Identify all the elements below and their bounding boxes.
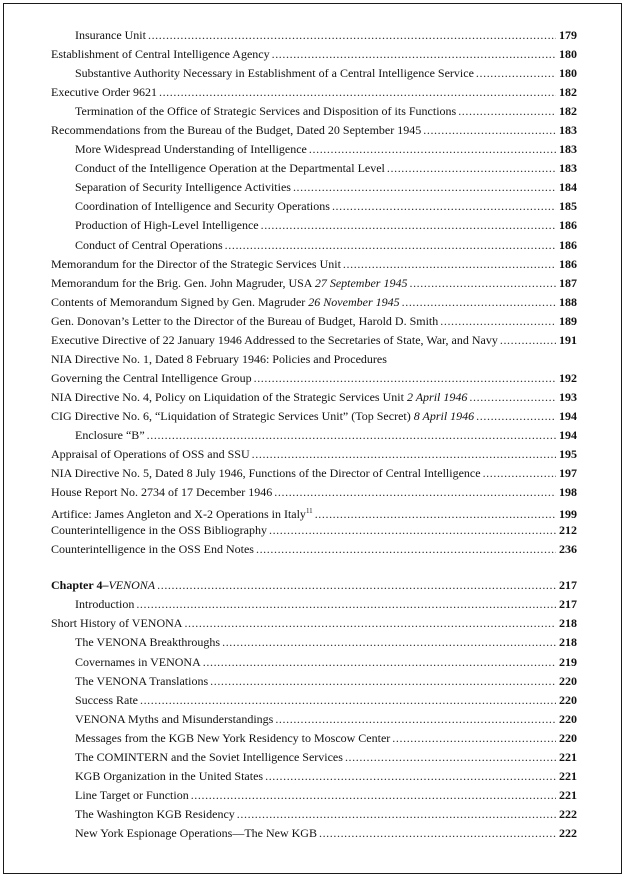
page-number: 222 xyxy=(559,806,577,821)
entry-text: Contents of Memorandum Signed by Gen. Magruder xyxy=(51,294,309,309)
toc-entry[interactable] xyxy=(51,595,577,614)
entry-text: Separation of Security Intelligence Activities xyxy=(75,180,291,195)
toc-entry[interactable] xyxy=(51,483,577,502)
toc-entry[interactable] xyxy=(51,672,577,691)
page-number: 188 xyxy=(559,294,577,309)
entry-text: Governing the Central Intelligence Group xyxy=(51,370,252,385)
toc-entry-title xyxy=(75,64,474,83)
toc-entry-title xyxy=(75,633,220,652)
leader-dots xyxy=(423,121,556,140)
leader-dots xyxy=(309,140,556,159)
entry-text: KGB Organization in the United States xyxy=(75,768,264,783)
entry-text: Termination of the Office of Strategic Services and Disposition of its Functions xyxy=(75,104,457,119)
page-number: 186 xyxy=(559,218,577,233)
page-number: 193 xyxy=(559,389,577,404)
section-gap xyxy=(51,559,577,576)
page-number: 194 xyxy=(559,408,577,423)
toc-entry[interactable] xyxy=(51,178,577,197)
leader-dots xyxy=(345,748,556,767)
page-number: 220 xyxy=(559,730,577,745)
toc-entry[interactable] xyxy=(51,331,577,350)
entry-text: The COMINTERN and the Soviet Intelligence Services xyxy=(75,749,343,764)
leader-dots xyxy=(343,255,556,274)
toc-entry-title xyxy=(51,83,157,102)
page-number: 180 xyxy=(559,66,577,81)
leader-dots xyxy=(402,293,556,312)
page-number: 197 xyxy=(559,466,577,481)
leader-dots xyxy=(256,540,556,559)
toc-entry[interactable] xyxy=(51,102,577,121)
toc-entry[interactable] xyxy=(51,159,577,178)
page-number: 194 xyxy=(559,427,577,442)
entry-text: Messages from the KGB New York Residency to Moscow Center xyxy=(75,730,391,745)
entry-text: Conduct of the Intelligence Operation at the Departmental Level xyxy=(75,161,385,176)
page-number: 186 xyxy=(559,256,577,271)
leader-dots xyxy=(203,653,556,672)
leader-dots xyxy=(222,633,556,652)
entry-text: The VENONA Translations xyxy=(75,673,209,688)
toc-entry-title xyxy=(51,45,270,64)
leader-dots xyxy=(136,595,556,614)
toc-entry-title xyxy=(75,236,223,255)
leader-dots xyxy=(157,576,556,595)
leader-dots xyxy=(148,26,556,45)
entry-text: The VENONA Breakthroughs xyxy=(75,635,221,650)
page-number: 220 xyxy=(559,692,577,707)
toc-entry[interactable] xyxy=(51,255,577,274)
toc-entry[interactable] xyxy=(51,633,577,652)
page-number: 195 xyxy=(559,447,577,462)
toc-entry[interactable] xyxy=(51,26,577,45)
page-number: 184 xyxy=(559,180,577,195)
toc-entry-title xyxy=(75,786,189,805)
entry-text: NIA Directive No. 5, Dated 8 July 1946, Functions of the Director of Central Intelligence xyxy=(51,466,481,481)
toc-entry[interactable] xyxy=(51,369,577,388)
entry-text: CIG Directive No. 6, “Liquidation of Strategic Services Unit” (Top Secret) xyxy=(51,408,414,423)
chapter-name: VENONA xyxy=(108,578,156,593)
leader-dots xyxy=(392,729,556,748)
page-number: 212 xyxy=(559,523,577,538)
toc-entry-title xyxy=(75,653,201,672)
leader-dots xyxy=(252,445,556,464)
page-number: 183 xyxy=(559,161,577,176)
toc-entry[interactable] xyxy=(51,197,577,216)
toc-entry-title xyxy=(51,293,400,312)
toc-entry[interactable] xyxy=(51,274,577,293)
toc-entry-title xyxy=(75,767,263,786)
page-number: 218 xyxy=(559,616,577,631)
toc-entry-title xyxy=(51,331,498,350)
page-number: 191 xyxy=(559,332,577,347)
leader-dots xyxy=(254,369,556,388)
toc-entry-title xyxy=(51,614,182,633)
page-number: 182 xyxy=(559,104,577,119)
page-number: 185 xyxy=(559,199,577,214)
page-number: 182 xyxy=(559,85,577,100)
table-of-contents xyxy=(51,26,577,843)
toc-entry-title xyxy=(51,521,267,540)
toc-entry-title xyxy=(51,121,421,140)
chapter-label: Chapter 4 xyxy=(51,578,103,593)
entry-text: Recommendations from the Bureau of the Budget, Dated 20 September 1945 xyxy=(51,123,422,138)
page-number: 183 xyxy=(559,123,577,138)
entry-date: 26 November 1945 xyxy=(308,294,400,309)
toc-entry[interactable] xyxy=(51,64,577,83)
toc-entry[interactable] xyxy=(51,521,577,540)
leader-dots xyxy=(274,483,556,502)
page-number: 220 xyxy=(559,673,577,688)
toc-entry-title xyxy=(51,407,474,426)
toc-entry-title xyxy=(75,197,330,216)
toc-entry[interactable] xyxy=(51,729,577,748)
entry-text: Counterintelligence in the OSS Bibliography xyxy=(51,523,267,538)
chapter-page-number: 217 xyxy=(559,578,577,593)
toc-entry-title xyxy=(75,426,145,445)
toc-entry[interactable] xyxy=(51,767,577,786)
toc-entry[interactable] xyxy=(51,786,577,805)
leader-dots xyxy=(476,64,556,83)
entry-text: Artifice: James Angleton and X-2 Operations in Italy xyxy=(51,507,306,522)
toc-entry[interactable] xyxy=(51,312,577,331)
leader-dots xyxy=(500,331,556,350)
page-number: 187 xyxy=(559,275,577,290)
toc-entry-title xyxy=(75,748,343,767)
chapter-dash: – xyxy=(102,578,109,593)
entry-text: Establishment of Central Intelligence Agency xyxy=(51,47,270,62)
entry-text: Covernames in VENONA xyxy=(75,654,201,669)
entry-text: Substantive Authority Necessary in Establishment of a Central Intelligence Service xyxy=(75,66,474,81)
page-number: 180 xyxy=(559,47,577,62)
leader-dots xyxy=(409,274,556,293)
page-number: 218 xyxy=(559,635,577,650)
entry-text: Executive Directive of 22 January 1946 Addressed to the Secretaries of State, War, and Navy xyxy=(51,332,498,347)
leader-dots xyxy=(319,824,556,843)
toc-entry[interactable] xyxy=(51,140,577,159)
toc-section-b xyxy=(51,595,577,843)
toc-entry-title xyxy=(75,159,385,178)
leader-dots xyxy=(261,216,556,235)
entry-text: Success Rate xyxy=(75,692,138,707)
leader-dots xyxy=(225,236,556,255)
entry-text: Executive Order 9621 xyxy=(51,85,157,100)
chapter-title xyxy=(51,576,155,595)
entry-date: 27 September 1945 xyxy=(314,275,408,290)
toc-entry[interactable] xyxy=(51,445,577,464)
toc-entry[interactable] xyxy=(51,824,577,843)
page-number: 192 xyxy=(559,370,577,385)
leader-dots xyxy=(387,159,556,178)
toc-entry-title xyxy=(51,483,272,502)
page-number: 221 xyxy=(559,768,577,783)
leader-dots xyxy=(469,388,556,407)
toc-entry-title xyxy=(75,824,317,843)
entry-text: Gen. Donovan’s Letter to the Director of the Bureau of Budget, Harold D. Smith xyxy=(51,313,439,328)
leader-dots xyxy=(269,521,556,540)
toc-entry-title xyxy=(51,388,467,407)
toc-entry-title xyxy=(51,255,341,274)
toc-entry-title xyxy=(51,274,407,293)
page-number: 179 xyxy=(559,28,577,42)
leader-dots xyxy=(140,691,556,710)
toc-entry-title xyxy=(51,350,387,369)
entry-text: Memorandum for the Brig. Gen. John Magruder, USA xyxy=(51,275,315,290)
entry-text: Enclosure “B” xyxy=(75,427,145,442)
page-number: 222 xyxy=(559,825,577,840)
toc-entry[interactable] xyxy=(51,464,577,483)
entry-text: Introduction xyxy=(75,597,135,612)
entry-text: Appraisal of Operations of OSS and SSU xyxy=(51,447,250,462)
leader-dots xyxy=(275,710,556,729)
leader-dots xyxy=(458,102,556,121)
toc-entry[interactable] xyxy=(51,121,577,140)
leader-dots xyxy=(272,45,556,64)
entry-text: Line Target or Function xyxy=(75,787,189,802)
toc-entry-title xyxy=(75,805,235,824)
entry-text: NIA Directive No. 1, Dated 8 February 1946: Policies and Procedures xyxy=(51,351,387,366)
toc-entry[interactable] xyxy=(51,691,577,710)
toc-entry-title xyxy=(51,312,438,331)
toc-entry-title xyxy=(75,216,259,235)
leader-dots xyxy=(332,197,556,216)
entry-text: Coordination of Intelligence and Security Operations xyxy=(75,199,330,214)
leader-dots xyxy=(210,672,556,691)
entry-text: House Report No. 2734 of 17 December 1946 xyxy=(51,485,273,500)
leader-dots xyxy=(237,805,556,824)
toc-entry[interactable] xyxy=(51,748,577,767)
entry-text: New York Espionage Operations—The New KGB xyxy=(75,825,317,840)
page-frame xyxy=(3,3,622,874)
leader-dots xyxy=(440,312,556,331)
toc-entry[interactable] xyxy=(51,83,577,102)
page-number: 198 xyxy=(559,485,577,500)
toc-entry-title xyxy=(75,102,456,121)
toc-entry-title xyxy=(75,178,291,197)
chapter-heading[interactable] xyxy=(51,576,577,595)
leader-dots xyxy=(476,407,556,426)
toc-entry-title xyxy=(75,691,138,710)
toc-entry[interactable] xyxy=(51,350,577,369)
entry-date: 8 April 1946 xyxy=(413,408,475,423)
toc-entry[interactable] xyxy=(51,426,577,445)
toc-entry-title xyxy=(75,140,307,159)
toc-entry[interactable] xyxy=(51,45,577,64)
footnote-marker: 11 xyxy=(305,507,313,516)
page-number: 217 xyxy=(559,597,577,612)
entry-text: NIA Directive No. 4, Policy on Liquidation of the Strategic Services Unit xyxy=(51,389,407,404)
entry-text: Counterintelligence in the OSS End Notes xyxy=(51,542,254,557)
toc-entry-title xyxy=(75,672,208,691)
entry-text: Insurance Unit xyxy=(75,28,146,42)
toc-entry[interactable] xyxy=(51,407,577,426)
page-number: 236 xyxy=(559,542,577,557)
page-number: 219 xyxy=(559,654,577,669)
toc-entry-title xyxy=(75,26,146,45)
toc-entry[interactable] xyxy=(51,293,577,312)
toc-entry[interactable] xyxy=(51,502,577,521)
leader-dots xyxy=(159,83,556,102)
entry-date: 2 April 1946 xyxy=(406,389,468,404)
page-number: 186 xyxy=(559,237,577,252)
leader-dots xyxy=(191,786,556,805)
toc-entry-title xyxy=(75,595,134,614)
toc-entry-title xyxy=(75,729,390,748)
leader-dots xyxy=(184,614,556,633)
toc-entry-title xyxy=(51,464,481,483)
page-number: 199 xyxy=(559,507,577,522)
page-number: 221 xyxy=(559,749,577,764)
toc-entry[interactable] xyxy=(51,216,577,235)
entry-text: Short History of VENONA xyxy=(51,616,183,631)
toc-entry[interactable] xyxy=(51,614,577,633)
leader-dots xyxy=(293,178,556,197)
toc-entry-title xyxy=(51,369,252,388)
page-number: 221 xyxy=(559,787,577,802)
leader-dots xyxy=(265,767,556,786)
page-number: 183 xyxy=(559,142,577,157)
toc-entry[interactable] xyxy=(51,710,577,729)
page-number: 189 xyxy=(559,313,577,328)
page-number: 220 xyxy=(559,711,577,726)
toc-entry[interactable] xyxy=(51,236,577,255)
toc-entry[interactable] xyxy=(51,540,577,559)
toc-entry-title xyxy=(51,540,254,559)
toc-entry[interactable] xyxy=(51,805,577,824)
entry-text: Memorandum for the Director of the Strategic Services Unit xyxy=(51,256,341,271)
toc-section-a xyxy=(51,26,577,559)
entry-text: The Washington KGB Residency xyxy=(75,806,235,821)
entry-text: Conduct of Central Operations xyxy=(75,237,223,252)
entry-text: More Widespread Understanding of Intelligence xyxy=(75,142,307,157)
entry-text: VENONA Myths and Misunderstandings xyxy=(75,711,274,726)
toc-entry[interactable] xyxy=(51,388,577,407)
leader-dots xyxy=(147,426,556,445)
toc-entry-title xyxy=(75,710,273,729)
entry-text: Production of High-Level Intelligence xyxy=(75,218,259,233)
toc-entry-title xyxy=(51,445,250,464)
toc-entry[interactable] xyxy=(51,653,577,672)
leader-dots xyxy=(483,464,556,483)
